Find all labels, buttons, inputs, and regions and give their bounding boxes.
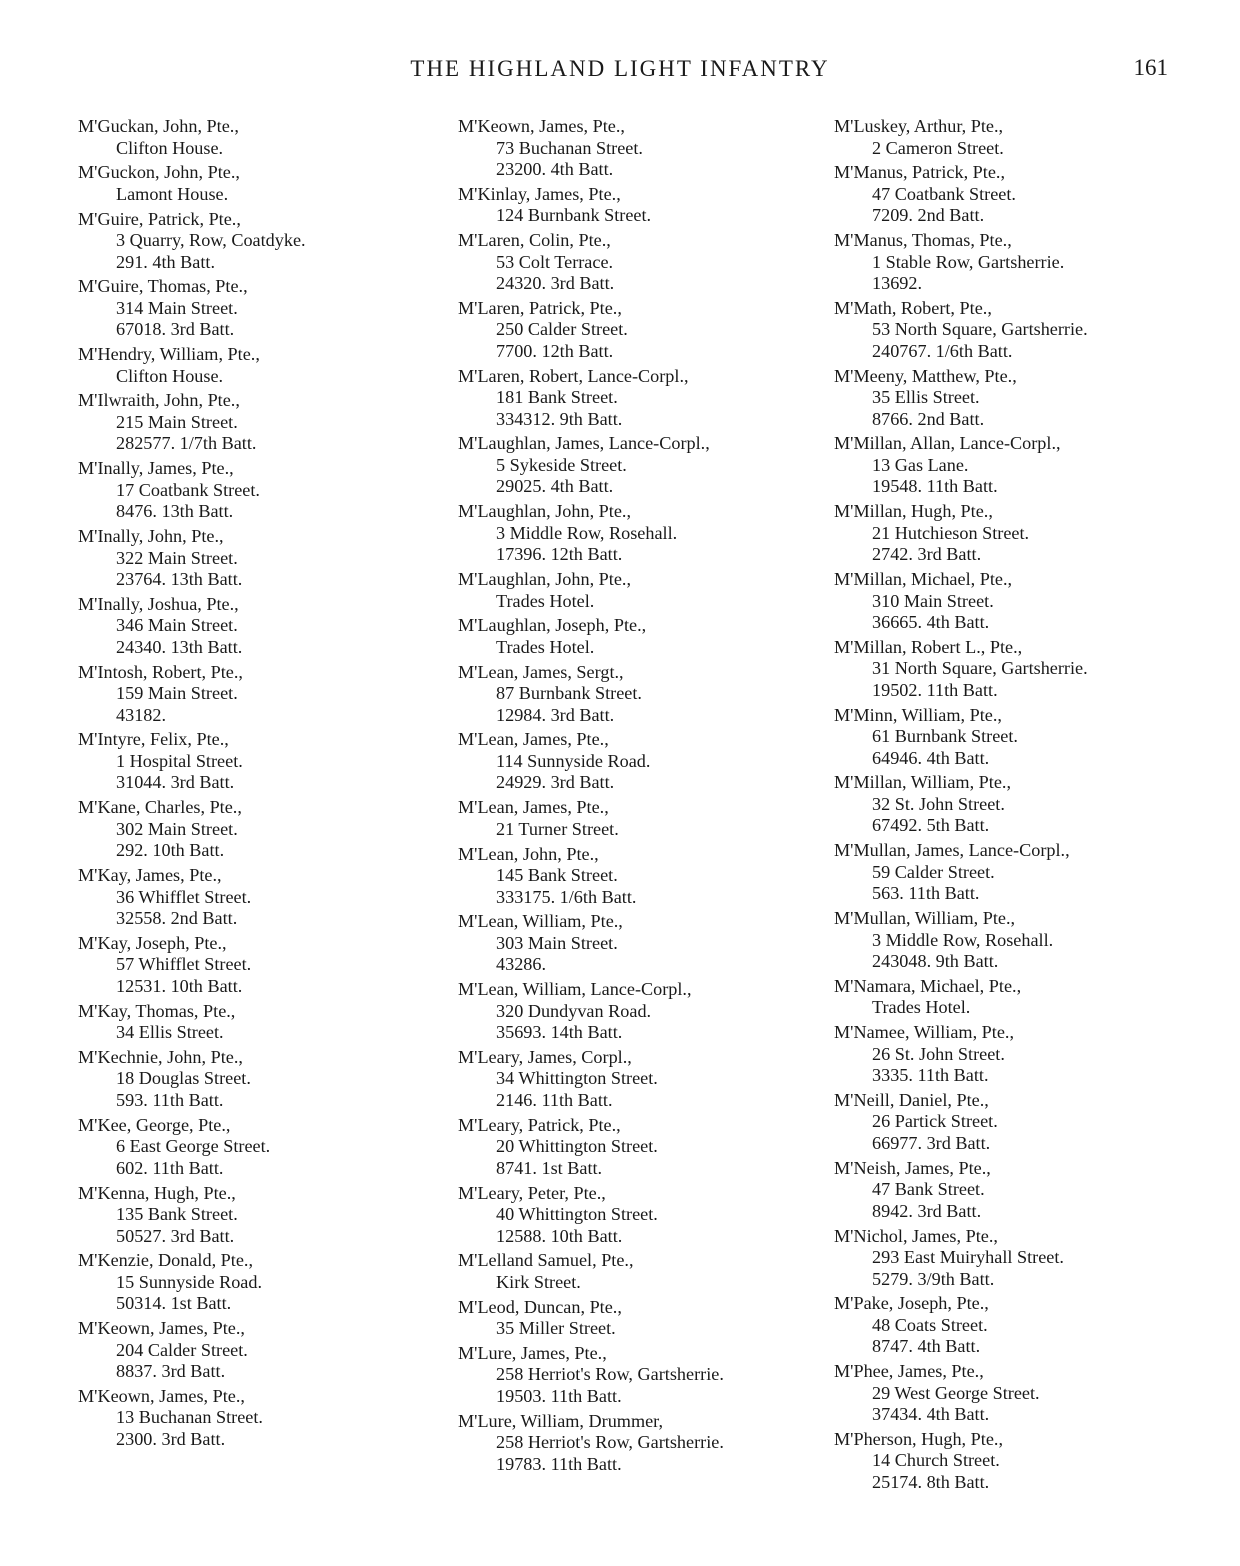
entry-address: 18 Douglas Street.: [116, 1068, 251, 1089]
entry-address: Kirk Street.: [496, 1271, 581, 1292]
entry-detail: 43286.: [496, 954, 547, 975]
entry-address: 114 Sunnyside Road.: [496, 750, 651, 771]
roll-entry: [78, 116, 438, 159]
entry-address: 34 Whittington Street.: [496, 1068, 658, 1089]
entry-detail: 593. 11th Batt.: [116, 1089, 224, 1110]
entry-name: M'Lure, James, Pte.,: [458, 1342, 607, 1363]
entry-name: M'Laughlan, Joseph, Pte.,: [458, 615, 647, 636]
entry-address: 159 Main Street.: [116, 683, 238, 704]
entry-name: M'Kay, James, Pte.,: [78, 865, 222, 886]
roll-column-3: [834, 116, 1194, 1497]
entry-address: 35 Miller Street.: [496, 1318, 616, 1339]
entry-address: 314 Main Street.: [116, 297, 238, 318]
roll-entry: [834, 1226, 1194, 1291]
entry-address: Trades Hotel.: [496, 590, 595, 611]
entry-address: Trades Hotel.: [496, 636, 595, 657]
entry-address: 21 Turner Street.: [496, 818, 619, 839]
entry-address: 1 Stable Row, Gartsherrie.: [872, 251, 1065, 272]
roll-entry: [458, 298, 818, 363]
roll-entry: [458, 1297, 818, 1340]
entry-detail: 19783. 11th Batt.: [496, 1453, 622, 1474]
entry-name: M'Laughlan, John, Pte.,: [458, 501, 632, 522]
entry-name: M'Hendry, William, Pte.,: [78, 344, 260, 365]
roll-entry: [834, 230, 1194, 295]
entry-name: M'Phee, James, Pte.,: [834, 1361, 984, 1382]
entry-detail: 8766. 2nd Batt.: [872, 408, 985, 429]
entry-address: 258 Herriot's Row, Gartsherrie.: [496, 1432, 724, 1453]
roll-entry: [458, 1183, 818, 1248]
entry-address: 215 Main Street.: [116, 411, 238, 432]
entry-name: M'Lean, James, Sergt.,: [458, 661, 624, 682]
roll-entry: [78, 865, 438, 930]
entry-name: M'Mullan, William, Pte.,: [834, 908, 1016, 929]
entry-name: M'Ilwraith, John, Pte.,: [78, 390, 240, 411]
entry-name: M'Millan, Hugh, Pte.,: [834, 501, 993, 522]
entry-name: M'Lean, James, Pte.,: [458, 797, 609, 818]
entry-name: M'Kenzie, Donald, Pte.,: [78, 1250, 254, 1271]
entry-name: M'Manus, Patrick, Pte.,: [834, 162, 1005, 183]
entry-name: M'Intosh, Robert, Pte.,: [78, 661, 243, 682]
entry-detail: 19503. 11th Batt.: [496, 1385, 622, 1406]
roll-entry: [458, 1343, 818, 1408]
roll-entry: [458, 615, 818, 658]
roll-entry: [78, 209, 438, 274]
page-number: 161: [1133, 55, 1168, 80]
entry-name: M'Pherson, Hugh, Pte.,: [834, 1428, 1003, 1449]
entry-address: 3 Quarry, Row, Coatdyke.: [116, 230, 306, 251]
entry-address: 29 West George Street.: [872, 1382, 1040, 1403]
entry-name: M'Kee, George, Pte.,: [78, 1114, 231, 1135]
entry-detail: 8837. 3rd Batt.: [116, 1361, 226, 1382]
entry-address: 322 Main Street.: [116, 547, 238, 568]
entry-name: M'Manus, Thomas, Pte.,: [834, 230, 1012, 251]
entry-detail: 2300. 3rd Batt.: [116, 1428, 226, 1449]
entry-detail: 12984. 3rd Batt.: [496, 704, 615, 725]
entry-name: M'Nichol, James, Pte.,: [834, 1225, 998, 1246]
roll-entry: [834, 501, 1194, 566]
roll-entry: [834, 1022, 1194, 1087]
entry-address: 59 Calder Street.: [872, 861, 995, 882]
entry-address: 26 Partick Street.: [872, 1111, 998, 1132]
roll-entry: [78, 344, 438, 387]
entry-name: M'Laren, Colin, Pte.,: [458, 230, 611, 251]
entry-name: M'Kay, Thomas, Pte.,: [78, 1000, 236, 1021]
entry-detail: 3335. 11th Batt.: [872, 1065, 989, 1086]
entry-address: 3 Middle Row, Rosehall.: [496, 522, 678, 543]
entry-detail: 24320. 3rd Batt.: [496, 273, 615, 294]
entry-address: 40 Whittington Street.: [496, 1204, 658, 1225]
entry-name: M'Keown, James, Pte.,: [78, 1385, 245, 1406]
entry-address: 181 Bank Street.: [496, 387, 618, 408]
entry-name: M'Intyre, Felix, Pte.,: [78, 729, 229, 750]
roll-entry: [78, 662, 438, 727]
entry-detail: 333175. 1/6th Batt.: [496, 886, 637, 907]
roll-entry: [458, 1047, 818, 1112]
entry-address: 13 Buchanan Street.: [116, 1407, 263, 1428]
roll-entry: [78, 1250, 438, 1315]
entry-address: 14 Church Street.: [872, 1450, 1000, 1471]
entry-address: 34 Ellis Street.: [116, 1022, 224, 1043]
entry-name: M'Laughlan, James, Lance-Corpl.,: [458, 433, 710, 454]
roll-column-1: [78, 116, 438, 1454]
roll-entry: [78, 390, 438, 455]
roll-entry: [834, 298, 1194, 363]
roll-entry: [834, 772, 1194, 837]
roll-entry: [78, 933, 438, 998]
entry-detail: 2742. 3rd Batt.: [872, 544, 982, 565]
entry-detail: 563. 11th Batt.: [872, 883, 980, 904]
entry-detail: 7700. 12th Batt.: [496, 340, 614, 361]
entry-name: M'Kay, Joseph, Pte.,: [78, 932, 227, 953]
roll-entry: [458, 1250, 818, 1293]
roll-entry: [834, 116, 1194, 159]
entry-detail: 5279. 3/9th Batt.: [872, 1268, 995, 1289]
entry-detail: 8741. 1st Batt.: [496, 1157, 603, 1178]
roll-column-2: [458, 116, 818, 1479]
entry-detail: 12588. 10th Batt.: [496, 1225, 623, 1246]
roll-entry: [78, 1047, 438, 1112]
entry-name: M'Meeny, Matthew, Pte.,: [834, 365, 1017, 386]
entry-name: M'Millan, Michael, Pte.,: [834, 569, 1013, 590]
entry-address: 204 Calder Street.: [116, 1339, 248, 1360]
entry-name: M'Mullan, James, Lance-Corpl.,: [834, 840, 1070, 861]
entry-detail: 2146. 11th Batt.: [496, 1089, 613, 1110]
roll-entry: [834, 976, 1194, 1019]
roll-entry: [78, 797, 438, 862]
entry-address: 3 Middle Row, Rosehall.: [872, 929, 1054, 950]
entry-detail: 29025. 4th Batt.: [496, 476, 614, 497]
entry-name: M'Namee, William, Pte.,: [834, 1022, 1015, 1043]
entry-name: M'Lean, William, Pte.,: [458, 911, 623, 932]
entry-name: M'Lean, John, Pte.,: [458, 843, 599, 864]
roll-entry: [834, 1090, 1194, 1155]
entry-address: 87 Burnbank Street.: [496, 683, 642, 704]
entry-detail: 35693. 14th Batt.: [496, 1022, 623, 1043]
entry-name: M'Laren, Robert, Lance-Corpl.,: [458, 365, 689, 386]
entry-detail: 243048. 9th Batt.: [872, 951, 999, 972]
entry-name: M'Laughlan, John, Pte.,: [458, 569, 632, 590]
entry-detail: 602. 11th Batt.: [116, 1157, 224, 1178]
entry-address: 31 North Square, Gartsherrie.: [872, 658, 1088, 679]
entry-name: M'Luskey, Arthur, Pte.,: [834, 116, 1004, 136]
roll-entry: [78, 276, 438, 341]
entry-name: M'Lean, James, Pte.,: [458, 729, 609, 750]
entry-address: 61 Burnbank Street.: [872, 726, 1018, 747]
entry-detail: 64946. 4th Batt.: [872, 747, 990, 768]
entry-name: M'Leary, Patrick, Pte.,: [458, 1114, 621, 1135]
entry-address: 17 Coatbank Street.: [116, 479, 260, 500]
entry-detail: 8476. 13th Batt.: [116, 501, 234, 522]
entry-detail: 19502. 11th Batt.: [872, 679, 998, 700]
roll-entry: [834, 1293, 1194, 1358]
entry-name: M'Guire, Patrick, Pte.,: [78, 208, 241, 229]
entry-address: 5 Sykeside Street.: [496, 454, 627, 475]
entry-address: 303 Main Street.: [496, 932, 618, 953]
entry-detail: 67018. 3rd Batt.: [116, 319, 235, 340]
roll-entry: [78, 458, 438, 523]
entry-name: M'Inally, James, Pte.,: [78, 458, 234, 479]
roll-entry: [78, 1001, 438, 1044]
entry-name: M'Kenna, Hugh, Pte.,: [78, 1182, 236, 1203]
entry-address: 6 East George Street.: [116, 1136, 271, 1157]
roll-entry: [834, 1429, 1194, 1494]
roll-entry: [834, 1158, 1194, 1223]
roll-entry: [78, 594, 438, 659]
roll-entry: [834, 1361, 1194, 1426]
entry-address: 320 Dundyvan Road.: [496, 1000, 652, 1021]
entry-detail: 24340. 13th Batt.: [116, 636, 243, 657]
roll-entry: [458, 116, 818, 181]
entry-address: 21 Hutchieson Street.: [872, 522, 1030, 543]
roll-entry: [834, 840, 1194, 905]
entry-name: M'Inally, John, Pte.,: [78, 526, 224, 547]
entry-address: 346 Main Street.: [116, 615, 238, 636]
entry-detail: 23200. 4th Batt.: [496, 159, 614, 179]
entry-address: 124 Burnbank Street.: [496, 205, 652, 226]
roll-entry: [458, 501, 818, 566]
entry-name: M'Keown, James, Pte.,: [78, 1318, 245, 1339]
entry-detail: 292. 10th Batt.: [116, 840, 225, 861]
entry-name: M'Guckan, John, Pte.,: [78, 116, 239, 136]
entry-name: M'Millan, Allan, Lance-Corpl.,: [834, 433, 1061, 454]
roll-entry: [834, 433, 1194, 498]
entry-name: M'Laren, Patrick, Pte.,: [458, 297, 622, 318]
roll-entry: [458, 979, 818, 1044]
entry-detail: 334312. 9th Batt.: [496, 408, 623, 429]
roll-entry: [834, 908, 1194, 973]
roll-entry: [458, 184, 818, 227]
entry-address: 2 Cameron Street.: [872, 137, 1004, 158]
roll-entry: [458, 797, 818, 840]
entry-detail: 31044. 3rd Batt.: [116, 772, 235, 793]
entry-detail: 36665. 4th Batt.: [872, 612, 990, 633]
entry-detail: 8942. 3rd Batt.: [872, 1200, 982, 1221]
entry-address: 57 Whifflet Street.: [116, 954, 252, 975]
entry-address: 35 Ellis Street.: [872, 387, 980, 408]
entry-name: M'Math, Robert, Pte.,: [834, 297, 992, 318]
roll-entry: [78, 162, 438, 205]
entry-detail: 17396. 12th Batt.: [496, 544, 623, 565]
entry-address: 250 Calder Street.: [496, 319, 628, 340]
entry-address: 32 St. John Street.: [872, 793, 1005, 814]
entry-detail: 240767. 1/6th Batt.: [872, 340, 1013, 361]
roll-entry: [834, 637, 1194, 702]
entry-address: 258 Herriot's Row, Gartsherrie.: [496, 1364, 724, 1385]
entry-address: 135 Bank Street.: [116, 1204, 238, 1225]
entry-detail: 291. 4th Batt.: [116, 251, 216, 272]
roll-entry: [834, 162, 1194, 227]
entry-detail: 66977. 3rd Batt.: [872, 1132, 991, 1153]
entry-name: M'Minn, William, Pte.,: [834, 704, 1002, 725]
entry-address: Clifton House.: [116, 137, 224, 158]
roll-entry: [458, 569, 818, 612]
entry-name: M'Neill, Daniel, Pte.,: [834, 1089, 989, 1110]
roll-entry: [78, 1318, 438, 1383]
roll-entry: [834, 705, 1194, 770]
entry-detail: 12531. 10th Batt.: [116, 975, 243, 996]
entry-detail: 23764. 13th Batt.: [116, 569, 243, 590]
entry-address: Clifton House.: [116, 365, 224, 386]
roll-entry: [458, 844, 818, 909]
entry-detail: 7209. 2nd Batt.: [872, 205, 985, 226]
roll-entry: [78, 1183, 438, 1248]
entry-name: M'Lean, William, Lance-Corpl.,: [458, 979, 692, 1000]
roll-entry: [458, 366, 818, 431]
roll-entry: [834, 569, 1194, 634]
entry-address: 53 Colt Terrace.: [496, 251, 614, 272]
roll-entry: [458, 230, 818, 295]
entry-address: 53 North Square, Gartsherrie.: [872, 319, 1088, 340]
entry-name: M'Kechnie, John, Pte.,: [78, 1046, 243, 1067]
roll-entry: [78, 1386, 438, 1451]
roll-entry: [78, 526, 438, 591]
entry-detail: 19548. 11th Batt.: [872, 476, 998, 497]
roll-entry: [458, 911, 818, 976]
roll-entry: [458, 1115, 818, 1180]
entry-detail: 37434. 4th Batt.: [872, 1404, 990, 1425]
entry-name: M'Millan, Robert L., Pte.,: [834, 636, 1023, 657]
entry-address: 310 Main Street.: [872, 590, 994, 611]
roll-entry: [458, 433, 818, 498]
entry-address: 48 Coats Street.: [872, 1314, 988, 1335]
entry-name: M'Kane, Charles, Pte.,: [78, 797, 242, 818]
entry-address: 26 St. John Street.: [872, 1043, 1005, 1064]
entry-name: M'Pake, Joseph, Pte.,: [834, 1293, 989, 1314]
entry-name: M'Neish, James, Pte.,: [834, 1157, 991, 1178]
entry-address: 47 Coatbank Street.: [872, 183, 1016, 204]
entry-detail: 24929. 3rd Batt.: [496, 772, 615, 793]
entry-address: 145 Bank Street.: [496, 865, 618, 886]
entry-name: M'Keown, James, Pte.,: [458, 116, 625, 136]
entry-detail: 25174. 8th Batt.: [872, 1471, 990, 1492]
entry-address: 73 Buchanan Street.: [496, 137, 643, 158]
entry-name: M'Lelland Samuel, Pte.,: [458, 1250, 634, 1271]
roll-entry: [458, 729, 818, 794]
entry-detail: 13692.: [872, 273, 923, 294]
entry-address: 1 Hospital Street.: [116, 750, 243, 771]
entry-address: Lamont House.: [116, 183, 229, 204]
roll-entry: [78, 729, 438, 794]
entry-detail: 32558. 2nd Batt.: [116, 908, 238, 929]
entry-detail: 67492. 5th Batt.: [872, 815, 990, 836]
entry-address: 20 Whittington Street.: [496, 1136, 658, 1157]
entry-detail: 282577. 1/7th Batt.: [116, 433, 257, 454]
entry-address: 15 Sunnyside Road.: [116, 1271, 263, 1292]
entry-detail: 8747. 4th Batt.: [872, 1336, 981, 1357]
entry-address: Trades Hotel.: [872, 997, 971, 1018]
entry-address: 47 Bank Street.: [872, 1179, 985, 1200]
entry-name: M'Guckon, John, Pte.,: [78, 162, 240, 183]
entry-detail: 43182.: [116, 704, 167, 725]
entry-address: 293 East Muiryhall Street.: [872, 1247, 1064, 1268]
roll-entry: [458, 1411, 818, 1476]
entry-detail: 50527. 3rd Batt.: [116, 1225, 235, 1246]
entry-name: M'Kinlay, James, Pte.,: [458, 183, 621, 204]
entry-name: M'Millan, William, Pte.,: [834, 772, 1012, 793]
entry-address: 36 Whifflet Street.: [116, 886, 252, 907]
entry-name: M'Leary, Peter, Pte.,: [458, 1182, 606, 1203]
entry-detail: 50314. 1st Batt.: [116, 1293, 232, 1314]
roll-entry: [458, 662, 818, 727]
roll-entry: [78, 1115, 438, 1180]
entry-name: M'Guire, Thomas, Pte.,: [78, 276, 248, 297]
entry-name: M'Inally, Joshua, Pte.,: [78, 593, 239, 614]
running-head-title: THE HIGHLAND LIGHT INFANTRY: [410, 56, 830, 81]
entry-name: M'Lure, William, Drummer,: [458, 1410, 664, 1431]
entry-name: M'Leary, James, Corpl.,: [458, 1046, 632, 1067]
entry-address: 13 Gas Lane.: [872, 454, 969, 475]
entry-name: M'Leod, Duncan, Pte.,: [458, 1296, 622, 1317]
entry-address: 302 Main Street.: [116, 818, 238, 839]
entry-name: M'Namara, Michael, Pte.,: [834, 975, 1022, 996]
roll-entry: [834, 366, 1194, 431]
